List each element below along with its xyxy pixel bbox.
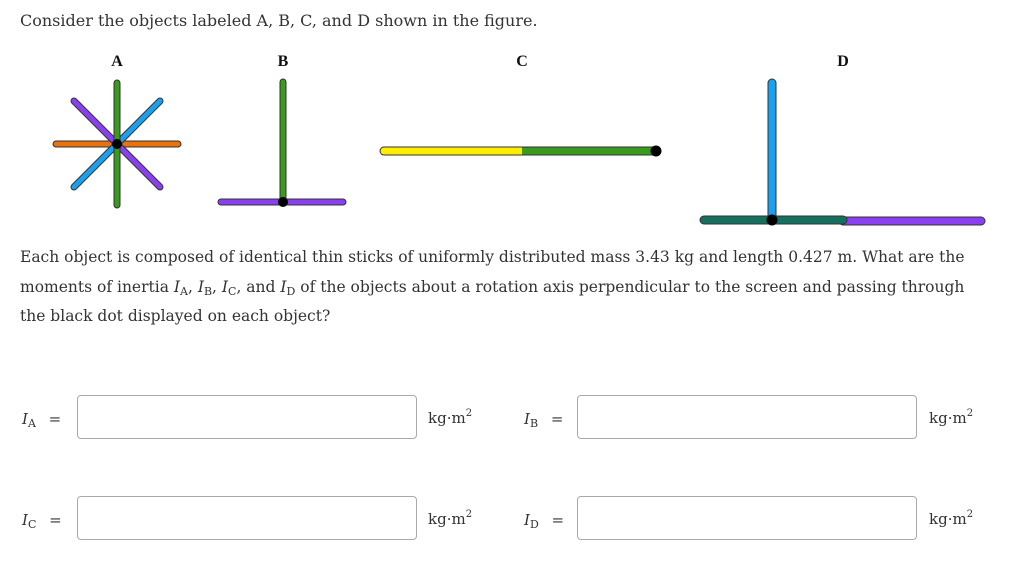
symbol-ib: $I_B$ [197, 277, 213, 298]
symbol-ia: $I_A$ [173, 277, 188, 298]
object-c [384, 146, 662, 157]
unit-ic: $kg\cdot m^2$ [428, 509, 473, 528]
ib-input[interactable] [577, 395, 917, 439]
question-sep1: , [187, 277, 198, 296]
ia-input[interactable] [77, 395, 417, 439]
intro-text: Consider the objects labeled A, B, C, and D shown in the figure. [20, 11, 538, 30]
label-b: B [277, 53, 289, 70]
question-sep3: , and [236, 277, 281, 296]
id-input[interactable] [577, 496, 917, 540]
pivot-dot-d [767, 215, 778, 226]
label-d: D [837, 53, 849, 70]
ic-input[interactable] [77, 496, 417, 540]
pivot-dot-b [278, 197, 288, 207]
objects-figure [0, 0, 1009, 240]
label-ic: $I_C$ = [22, 511, 62, 531]
pivot-dot-a [112, 139, 122, 149]
unit-ib: $kg\cdot m^2$ [929, 408, 974, 427]
object-a [56, 83, 178, 205]
object-d [704, 83, 981, 226]
question-sep2: , [212, 277, 222, 296]
question-part1: Each object is composed of identical thin sticks of uniformly distributed mass 3.43 kg and length 0.427 m. What are the moments of inertia [20, 248, 965, 296]
symbol-ic: $I_C$ [221, 277, 237, 298]
label-ib: $I_B$ = [524, 410, 564, 430]
pivot-dot-c [651, 146, 662, 157]
question-text [20, 243, 990, 332]
label-id: $I_D$ = [524, 511, 565, 531]
symbol-id: $I_D$ [280, 277, 296, 298]
label-c: C [516, 53, 528, 70]
unit-ia: $kg\cdot m^2$ [428, 408, 473, 427]
object-b [221, 82, 343, 207]
label-ia: $I_A$ = [22, 410, 62, 430]
question-part2: of the objects about a rotation axis perpendicular to the screen and passing through the black dot displayed on each object? [20, 277, 965, 325]
unit-id: $kg\cdot m^2$ [929, 509, 974, 528]
label-a: A [111, 53, 123, 70]
